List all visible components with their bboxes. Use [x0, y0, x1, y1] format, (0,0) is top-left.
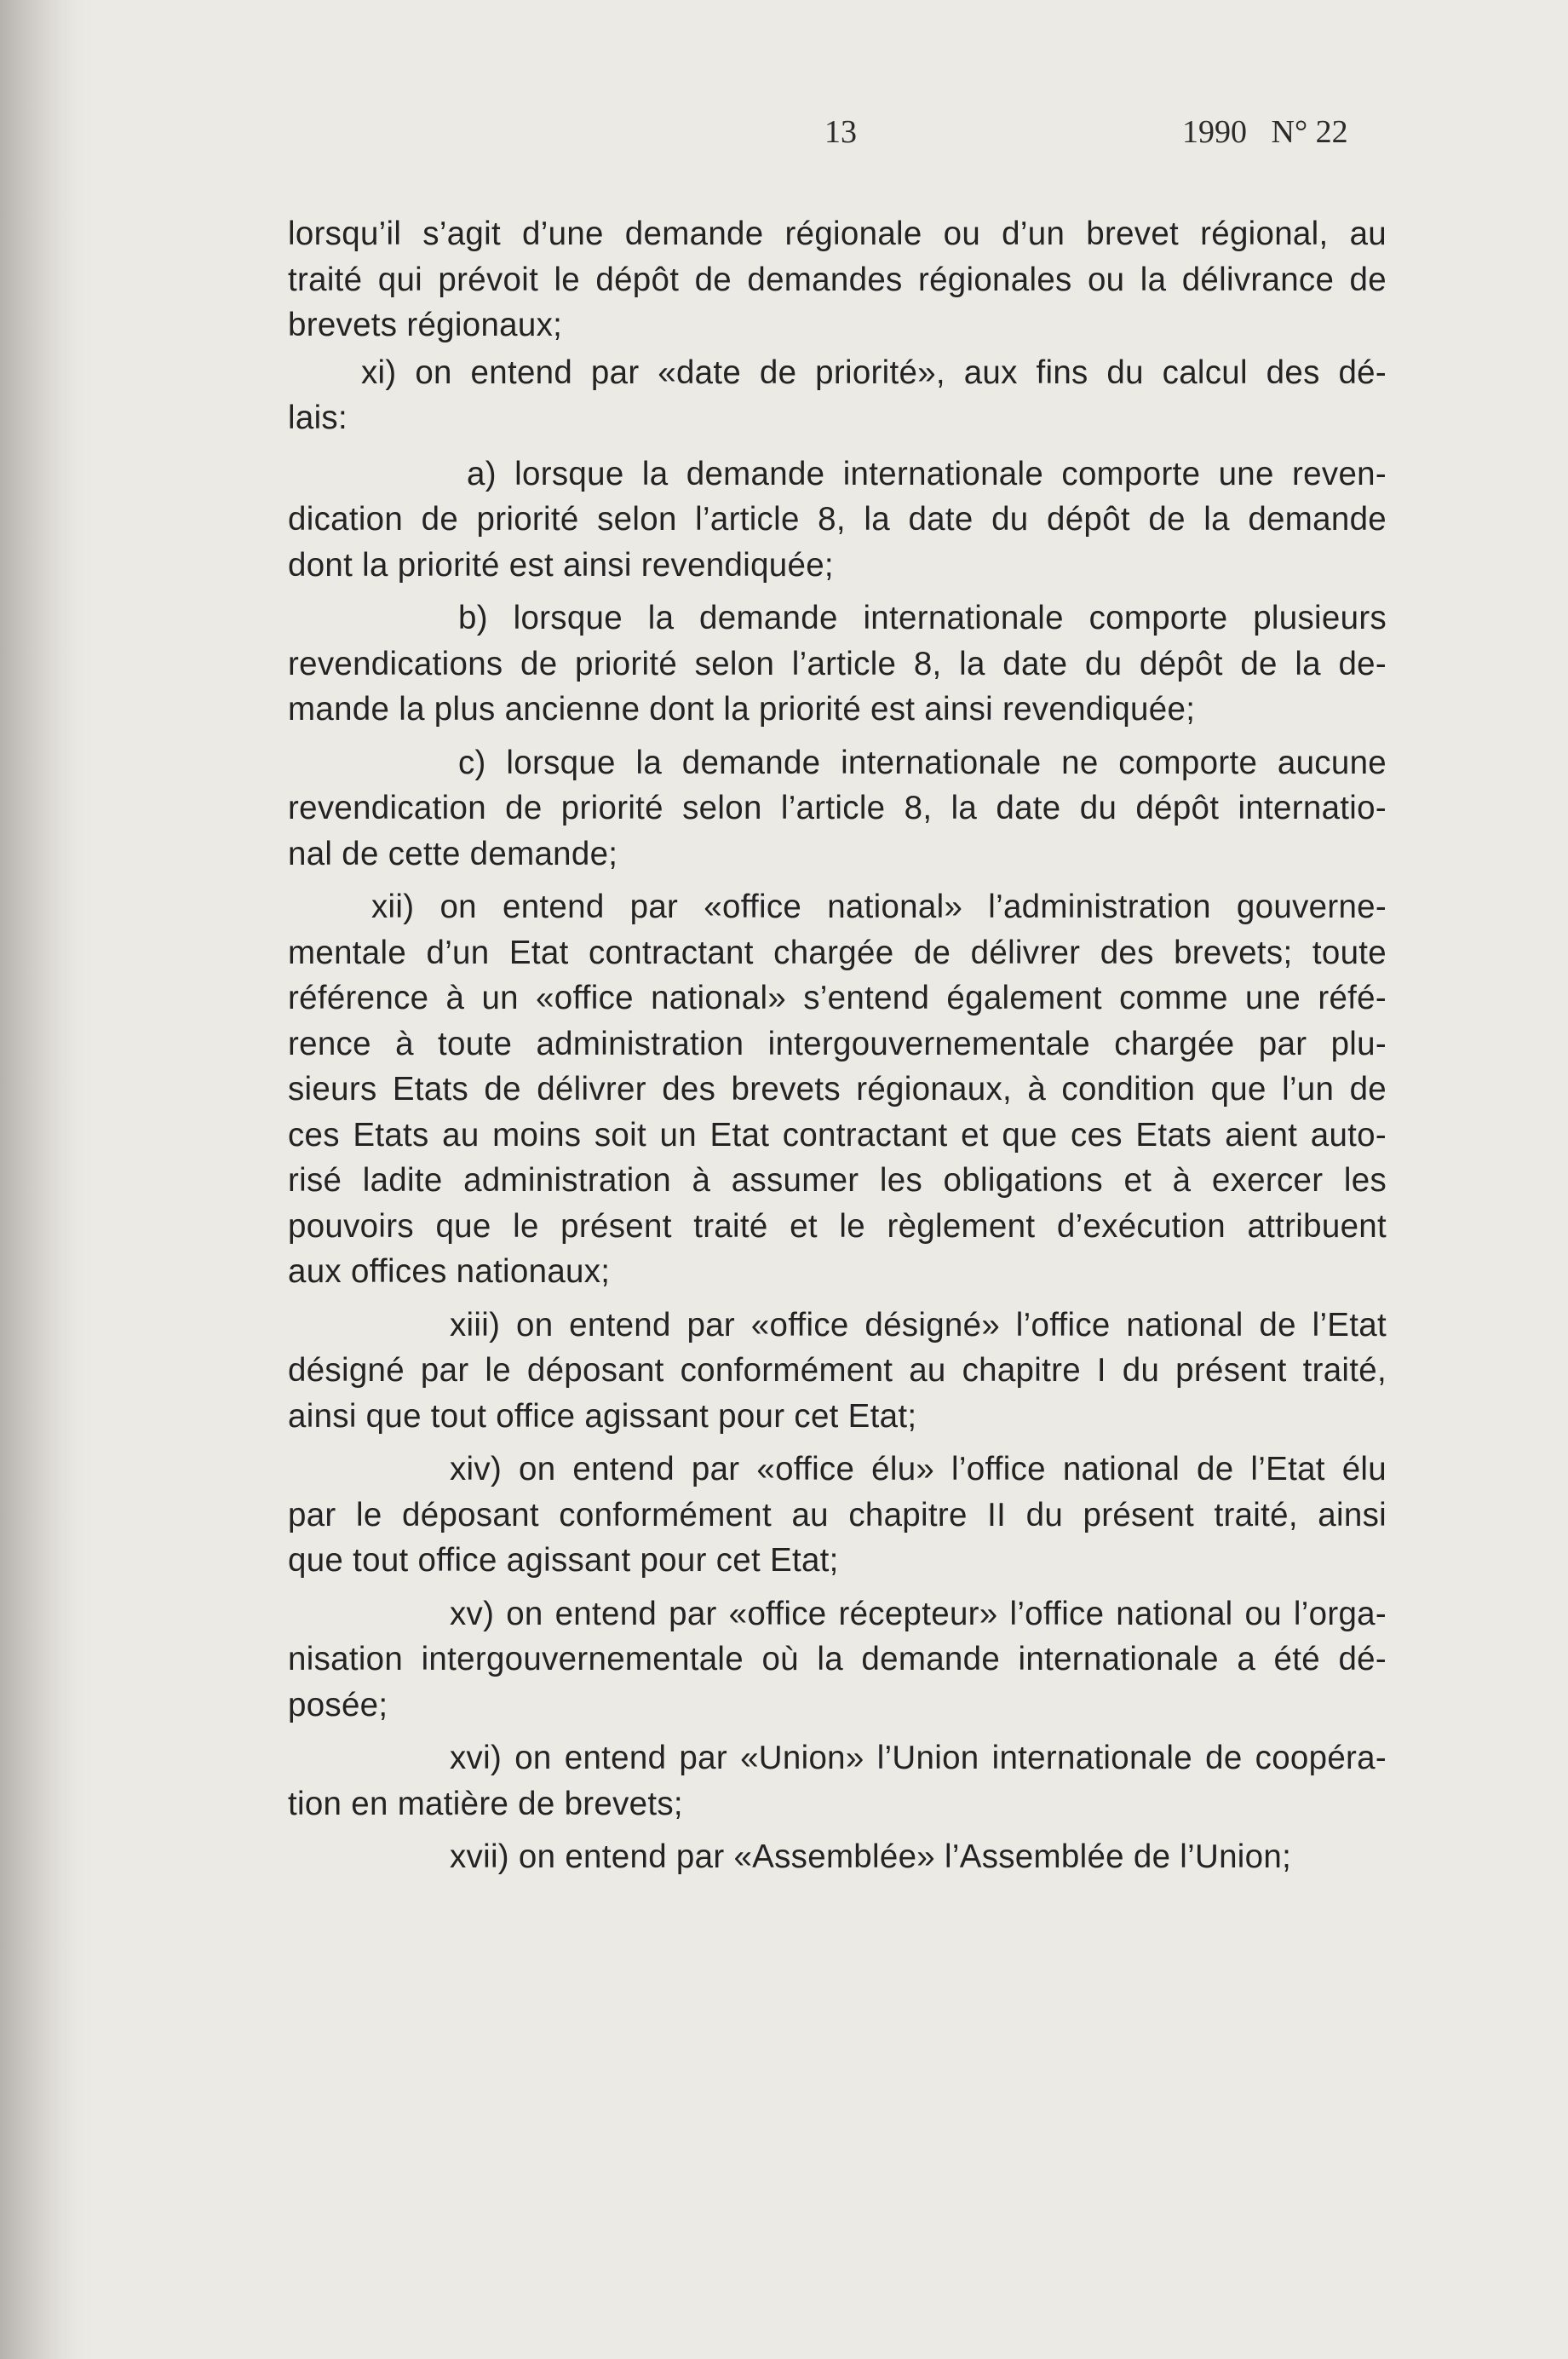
text-line: ainsi que tout office agissant pour cet Etat;	[288, 1397, 917, 1435]
spine-shadow	[0, 0, 77, 2359]
text-line: mentale d’un Etat contractant chargée de délivrer des brevets; toute	[288, 934, 1387, 971]
issue-reference: 1990 N° 22	[1182, 114, 1348, 150]
text-line: aux offices nationaux;	[288, 1253, 611, 1290]
page-number: 13	[824, 114, 857, 150]
text-line: risé ladite administration à assumer les obligations et à exercer les	[288, 1162, 1387, 1199]
text-line: dication de priorité selon l’article 8, la date du dépôt de la demande	[288, 501, 1387, 538]
text-line: lais:	[288, 400, 347, 436]
item-c: c) lorsque la demande internationale ne comporte aucune	[458, 744, 1387, 781]
clause-xv: xv) on entend par «office récepteur» l’office national ou l’orga-	[450, 1595, 1387, 1632]
clause-xvii: xvii) on entend par «Assemblée» l’Assemblée de l’Union;	[450, 1838, 1292, 1875]
text-line: référence à un «office national» s’entend également comme une réfé-	[288, 980, 1387, 1016]
clause-xiii: xiii) on entend par «office désigné» l’office national de l’Etat	[450, 1306, 1387, 1343]
text-line: désigné par le déposant conformément au chapitre I du présent traité,	[288, 1352, 1387, 1389]
text-line: lorsqu’il s’agit d’une demande régionale ou d’un brevet régional, au	[288, 216, 1387, 252]
text-line: revendication de priorité selon l’article 8, la date du dépôt internatio-	[288, 790, 1387, 826]
clause-xvi: xvi) on entend par «Union» l’Union internationale de coopéra-	[450, 1740, 1387, 1776]
text-line: tion en matière de brevets;	[288, 1785, 683, 1822]
text-line: nal de cette demande;	[288, 835, 618, 872]
body-text	[288, 211, 1387, 1880]
clause-xiv: xiv) on entend par «office élu» l’office national de l’Etat élu	[450, 1451, 1387, 1487]
text-line: pouvoirs que le présent traité et le règlement d’exécution attribuent	[288, 1207, 1387, 1245]
clause-xii: xii) on entend par «office national» l’administration gouverne-	[371, 889, 1387, 925]
text-line: que tout office agissant pour cet Etat;	[288, 1542, 839, 1579]
running-head	[0, 113, 1568, 156]
text-line: sieurs Etats de délivrer des brevets régionaux, à condition que l’un de	[288, 1071, 1387, 1108]
text-line: ces Etats au moins soit un Etat contractant et que ces Etats aient auto-	[288, 1116, 1387, 1154]
text-line: dont la priorité est ainsi revendiquée;	[288, 546, 834, 584]
clause-xi: xi) on entend par «date de priorité», aux fins du calcul des dé-	[361, 354, 1387, 391]
text-line: nisation intergouvernementale où la demande internationale a été dé-	[288, 1641, 1387, 1677]
text-line: posée;	[288, 1686, 388, 1723]
item-b: b) lorsque la demande internationale comporte plusieurs	[458, 600, 1387, 636]
text-line: revendications de priorité selon l’article 8, la date du dépôt de la de-	[288, 645, 1387, 682]
text-line: mande la plus ancienne dont la priorité est ainsi revendiquée;	[288, 691, 1196, 728]
text-line: brevets régionaux;	[288, 307, 563, 343]
item-a: a) lorsque la demande internationale comporte une reven-	[467, 455, 1387, 492]
text-line: rence à toute administration intergouvernementale chargée par plu-	[288, 1025, 1387, 1062]
text-line: traité qui prévoit le dépôt de demandes régionales ou la délivrance de	[288, 261, 1387, 298]
text-line: par le déposant conformément au chapitre II du présent traité, ainsi	[288, 1496, 1387, 1533]
